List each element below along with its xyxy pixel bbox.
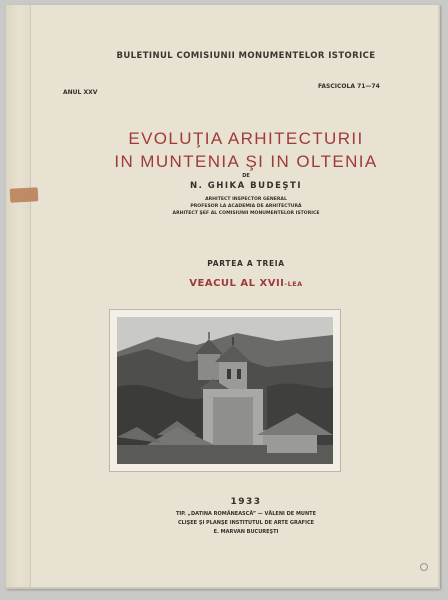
author-title-2: PROFESOR LA ACADEMIA DE ARHITECTURĂ: [190, 204, 302, 209]
binding-spine: [6, 5, 31, 587]
century-text: VEACUL AL XVII: [189, 278, 285, 289]
book-cover: [6, 5, 440, 589]
fascicle-number: FASCICOLA 71—74: [318, 83, 380, 90]
century-suffix: -LEA: [284, 280, 303, 288]
printer-line-2: CLIŞEE ŞI PLANŞE INSTITUTUL DE ARTE GRAFICE: [177, 520, 315, 526]
series-title: BULETINUL COMISIUNII MONUMENTELOR ISTORICE: [116, 51, 376, 61]
volume-year: ANUL XXV: [63, 89, 98, 96]
author-title-1: ARHITECT INSPECTOR GENERAL: [205, 197, 287, 202]
author-name: N. GHIKA BUDEŞTI: [189, 181, 302, 191]
corner-mark: [420, 563, 428, 571]
monastery-photo-illustration: [117, 317, 333, 464]
printer-line-3: E. MARVAN BUCUREŞTI: [213, 529, 279, 535]
book-title-line-1: EVOLUŢIA ARHITECTURII: [128, 129, 364, 148]
photo-frame: [109, 309, 341, 472]
book-title-line-2: IN MUNTENIA ŞI IN OLTENIA: [114, 152, 378, 171]
publication-year: 1933: [230, 497, 262, 507]
printer-line-1: TIP. „DATINA ROMÂNEASCĂ” — VĂLENI DE MUNTE: [176, 511, 316, 517]
tape-fragment: [10, 187, 39, 202]
monastery-photo: [117, 317, 333, 464]
part-label: PARTEA A TREIA: [207, 259, 285, 268]
author-title-3: ARHITECT ŞEF AL COMISIUNII MONUMENTELOR ISTORICE: [172, 211, 320, 216]
century-label: [36, 278, 448, 289]
by-label: DE: [242, 173, 250, 179]
